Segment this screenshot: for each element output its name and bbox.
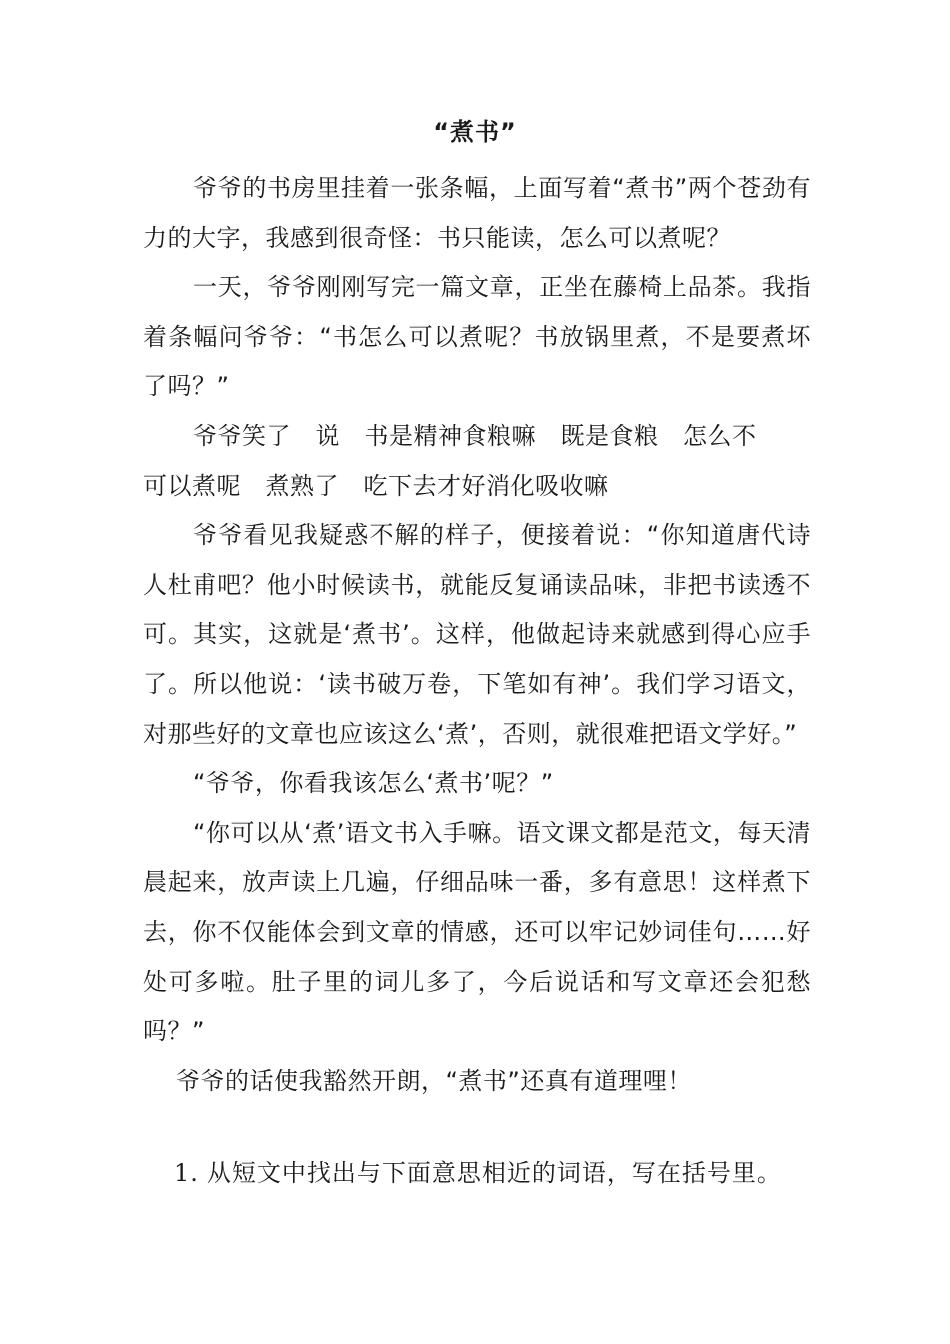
paragraph-2: 一天，爷爷刚刚写完一篇文章，正坐在藤椅上品茶。我指着条幅问爷爷：“书怎么可以煮呢？书放锅里煮，不是要煮坏了吗？” <box>143 273 811 401</box>
paragraph-5: “爷爷，你看我该怎么‘煮书’呢？” <box>193 769 554 798</box>
paragraph-1: 爷爷的书房里挂着一张条幅，上面写着“煮书”两个苍劲有力的大字，我感到很奇怪：书只能读，怎么可以煮呢？ <box>143 174 811 252</box>
paragraph-4: 爷爷看见我疑惑不解的样子，便接着说：“你知道唐代诗人杜甫吧？他小时候读书，就能反复诵读品味，非把书读透不可。其实，这就是‘煮书’。这样，他做起诗来就感到得心应手了。所以他说：‘读书破万卷，下笔如有神’。我们学习语文，对那些好的文章也应该这么‘煮’，否则，就很难把语文学好。” <box>143 521 811 748</box>
document-title: “煮书” <box>433 118 517 146</box>
story-body <box>143 164 811 1106</box>
unpunctuated-line-1: 爷爷笑了 说 书是精神食粮嘛 既是食粮 怎么不 <box>193 421 757 450</box>
question-number: 1. <box>174 1159 199 1187</box>
paragraph-6: “你可以从‘煮’语文书入手嘛。语文课文都是范文，每天清晨起来，放声读上几遍，仔细品味一番，多有意思！这样煮下去，你不仅能体会到文章的情感，还可以牢记妙词佳句……好处可多啦。肚子里的词儿多了，今后说话和写文章还会犯愁吗？” <box>143 818 811 1046</box>
unpunctuated-line-2: 可以煮呢 煮熟了 吃下去才好消化吸收嘛 <box>143 471 609 500</box>
paragraph-7: 爷爷的话使我豁然开朗，“煮书”还真有道理哩！ <box>176 1066 692 1095</box>
paragraph-3-unpunctuated <box>143 412 811 511</box>
question-text: 从短文中找出与下面意思相近的词语，写在括号里。 <box>206 1159 782 1187</box>
question-1 <box>174 1153 782 1193</box>
